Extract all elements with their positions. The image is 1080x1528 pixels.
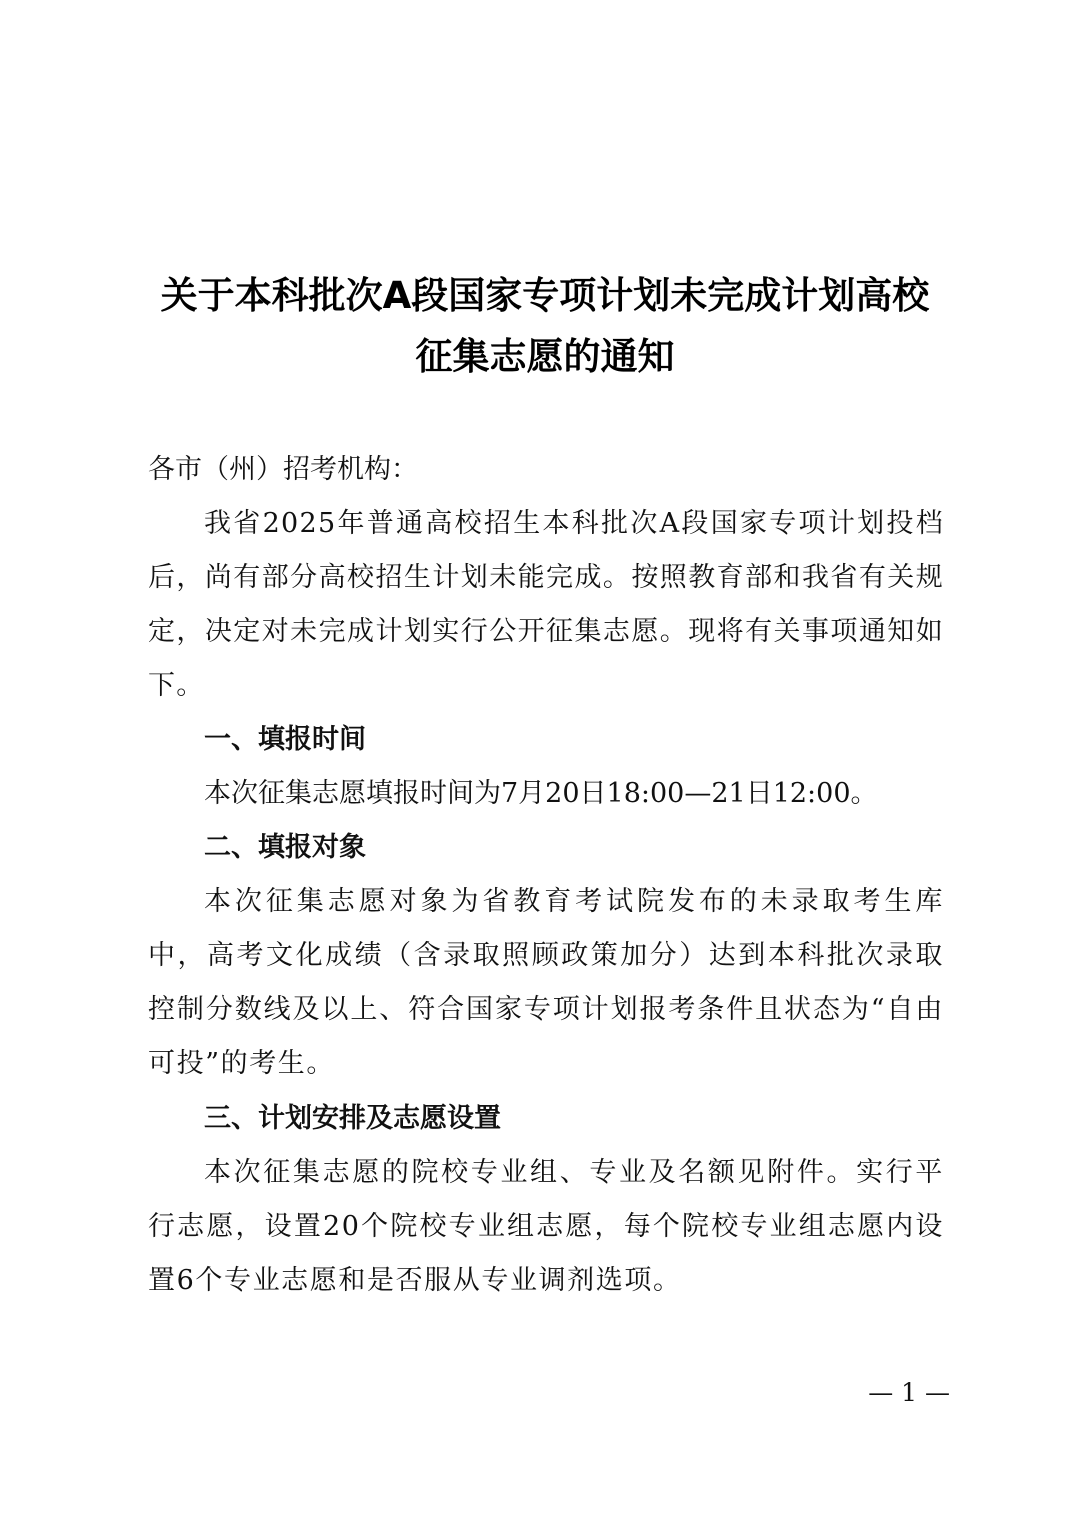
page-number: — 1 — — [868, 1378, 950, 1407]
section-paragraph-1: 本次征集志愿填报时间为7月20日18:00—21日12:00。 — [204, 778, 878, 809]
section-heading-3: 三、计划安排及志愿设置 — [204, 1103, 501, 1134]
document-title-line-1: 关于本科批次A段国家专项计划未完成计划高校 — [160, 274, 930, 317]
section-heading-2: 二、填报对象 — [204, 832, 366, 863]
section-paragraph-2: 本次征集志愿对象为省教育考试院发布的未录取考生库中，高考文化成绩（含录取照顾政策加分）达到本科批次录取控制分数线及以上、符合国家专项计划报考条件且状态为“自由可投”的考生。 — [148, 886, 944, 1079]
intro-paragraph: 我省2025年普通高校招生本科批次A段国家专项计划投档后，尚有部分高校招生计划未能完成。按照教育部和我省有关规定，决定对未完成计划实行公开征集志愿。现将有关事项通知如下。 — [148, 508, 944, 701]
document-title-line-2: 征集志愿的通知 — [415, 335, 675, 378]
salutation: 各市（州）招考机构： — [148, 454, 418, 485]
section-heading-1: 一、填报时间 — [204, 724, 366, 755]
section-paragraph-3: 本次征集志愿的院校专业组、专业及名额见附件。实行平行志愿，设置20个院校专业组志愿，每个院校专业组志愿内设置6个专业志愿和是否服从专业调剂选项。 — [148, 1157, 944, 1296]
